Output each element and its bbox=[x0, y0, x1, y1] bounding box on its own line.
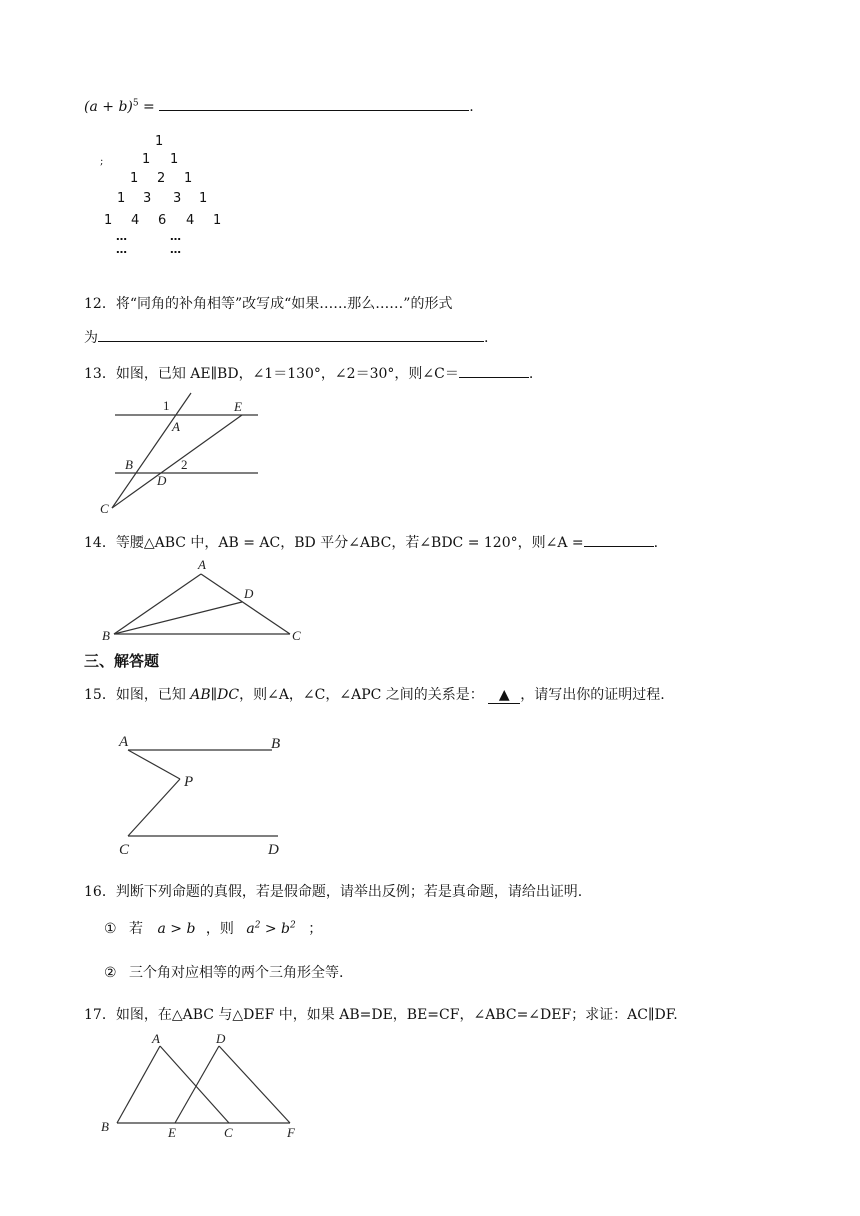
q15-text bbox=[84, 684, 665, 704]
label-d: D bbox=[244, 586, 254, 601]
q14-text bbox=[84, 532, 658, 552]
q16-condition: a > b bbox=[157, 921, 196, 937]
pascal-cell: 1 bbox=[130, 171, 139, 186]
pascal-cell: 3 bbox=[143, 191, 152, 206]
q16-item-2 bbox=[104, 962, 343, 982]
label-a: A bbox=[198, 557, 206, 572]
gt-b: > b bbox=[260, 921, 291, 937]
label-b: B bbox=[102, 628, 110, 643]
bisector-bd bbox=[114, 602, 242, 634]
label-c: C bbox=[292, 628, 301, 643]
pascal-cell: 4 bbox=[186, 213, 195, 228]
exponent: 2 bbox=[290, 920, 296, 931]
q15-condition: AB∥DC bbox=[190, 687, 240, 703]
q13-end: . bbox=[528, 366, 534, 382]
label-a: A bbox=[172, 419, 180, 434]
label-b: B bbox=[125, 457, 133, 472]
label-p: P bbox=[184, 774, 194, 790]
q11-lhs: (a + b) bbox=[84, 99, 133, 115]
pascal-cell: 1 bbox=[170, 152, 179, 167]
pascal-cell: 1 bbox=[117, 191, 126, 206]
q13-question: 13．如图，已知 AE∥BD，∠1＝130°，∠2＝30°，则∠C＝ bbox=[84, 366, 459, 382]
q11-equals: = bbox=[138, 99, 160, 115]
q15-answer[interactable] bbox=[488, 687, 520, 704]
q16-item-1 bbox=[104, 918, 322, 938]
item-number: ① bbox=[104, 921, 117, 937]
pascal-cell: 1 bbox=[155, 134, 164, 149]
label-a: A bbox=[119, 734, 129, 750]
label-e: E bbox=[234, 399, 242, 414]
pascal-cell: 1 bbox=[142, 152, 151, 167]
side-ac bbox=[201, 574, 290, 634]
side-ac bbox=[160, 1046, 229, 1123]
label-d: D bbox=[216, 1031, 226, 1046]
triangle-icon: ▲ bbox=[498, 687, 510, 703]
pascal-cell: 1 bbox=[104, 213, 113, 228]
label-1: 1 bbox=[163, 398, 170, 413]
label-b: B bbox=[271, 736, 281, 752]
side-ba bbox=[117, 1046, 160, 1123]
pascal-cell: 1 bbox=[184, 171, 193, 186]
item-number: ② bbox=[104, 965, 117, 981]
pascal-cell: 1 bbox=[199, 191, 208, 206]
pascal-cell: 6 bbox=[158, 213, 167, 228]
label-2: 2 bbox=[181, 457, 188, 472]
label-a: A bbox=[152, 1031, 160, 1046]
line-pc bbox=[128, 779, 180, 836]
q16-then: ，则 bbox=[205, 921, 234, 937]
q11-end: . bbox=[469, 99, 474, 115]
pascal-cell: 1 bbox=[213, 213, 222, 228]
side-df bbox=[219, 1046, 290, 1123]
label-b: B bbox=[101, 1119, 109, 1134]
line-ap bbox=[128, 750, 180, 779]
side-ed bbox=[175, 1046, 219, 1123]
q16-item-2-text: 三个角对应相等的两个三角形全等. bbox=[129, 965, 344, 981]
label-c: C bbox=[100, 501, 109, 516]
pascal-cell: 3 bbox=[173, 191, 182, 206]
q12-line-start: 为 bbox=[84, 330, 98, 346]
q16-text: 16．判断下列命题的真假，若是假命题，请举出反例；若是真命题，请给出证明. bbox=[84, 884, 583, 900]
label-c: C bbox=[119, 842, 130, 858]
q12-end: . bbox=[484, 330, 489, 346]
label-e: E bbox=[168, 1125, 176, 1140]
pascal-ellipsis: … … bbox=[170, 230, 181, 256]
q15-mid: ，则∠A，∠C，∠APC 之间的关系是： bbox=[239, 687, 484, 703]
q16-if: 若 bbox=[129, 921, 144, 937]
label-c: C bbox=[224, 1125, 233, 1140]
q11-mark: ; bbox=[100, 156, 104, 167]
q15-suffix: ，请写出你的证明过程. bbox=[520, 687, 665, 703]
pascal-cell: 2 bbox=[157, 171, 166, 186]
label-f: F bbox=[287, 1125, 295, 1140]
q14-answer-blank[interactable] bbox=[584, 532, 654, 547]
line-through-a bbox=[112, 393, 191, 508]
q14-question: 14．等腰△ABC 中，AB = AC，BD 平分∠ABC，若∠BDC = 120°，则∠A = bbox=[84, 535, 584, 551]
pascal-ellipsis: … … bbox=[116, 230, 127, 256]
section-heading: 三、解答题 bbox=[84, 652, 160, 670]
q16-conclusion bbox=[246, 921, 295, 937]
q14-end: . bbox=[653, 535, 659, 551]
pascal-cell: 4 bbox=[131, 213, 140, 228]
side-ab bbox=[114, 574, 201, 634]
q15-prefix: 15．如图，已知 bbox=[84, 687, 186, 703]
q16-item-end: ； bbox=[308, 921, 323, 937]
label-d: D bbox=[157, 473, 167, 488]
exponent: 2 bbox=[254, 920, 261, 931]
q11-exponent: 5 bbox=[132, 98, 139, 109]
q12-text: 12．将“同角的补角相等”改写成“如果……那么……”的形式 bbox=[84, 296, 453, 312]
q17-text: 17．如图，在△ABC 与△DEF 中，如果 AB=DE，BE=CF，∠ABC=∠DEF；求证：AC∥DF. bbox=[84, 1007, 678, 1023]
label-d: D bbox=[268, 842, 279, 858]
var-a: a bbox=[246, 921, 255, 937]
